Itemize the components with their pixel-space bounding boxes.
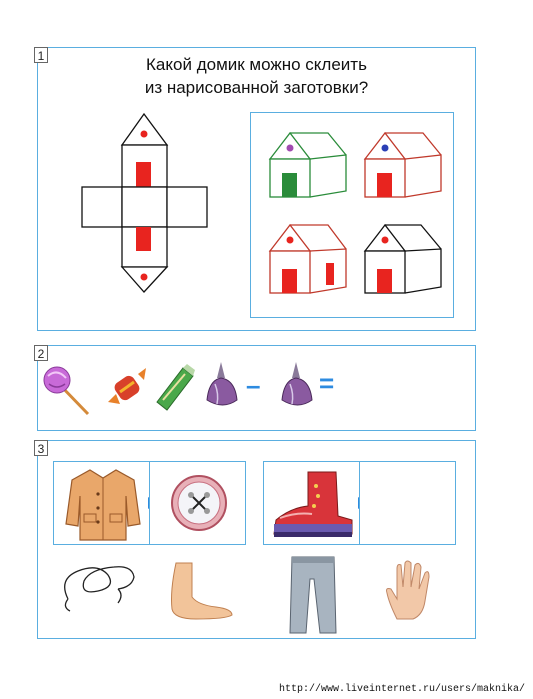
question-line-2: из нарисованной заготовки?: [144, 78, 369, 97]
equals-sign: =: [319, 368, 335, 398]
lollipop-icon: [43, 364, 93, 419]
house-options-frame: [250, 112, 454, 318]
house-option-a[interactable]: [268, 131, 348, 201]
chocolate-candy-icon: [278, 360, 316, 412]
task-2-panel: [37, 345, 476, 431]
chocolate-candy-icon: [203, 360, 241, 412]
house-option-b[interactable]: [363, 131, 443, 201]
footer-url[interactable]: http://www.liveinternet.ru/users/maknika/: [278, 684, 525, 695]
button-icon: [170, 471, 228, 535]
house-option-d[interactable]: [363, 223, 443, 298]
trousers-icon[interactable]: [288, 555, 338, 635]
task-number: 1: [34, 47, 48, 63]
task-number: 2: [34, 345, 48, 361]
button-box: [149, 461, 246, 545]
coat-icon: [64, 466, 142, 542]
task-3-panel: [37, 440, 476, 639]
minus-sign: –: [246, 370, 261, 400]
foot-icon[interactable]: [166, 561, 236, 621]
hand-icon[interactable]: [383, 559, 438, 621]
boot-icon: [270, 468, 356, 540]
house-option-c[interactable]: [268, 223, 348, 298]
question-line-1: Какой домик можно склеить: [146, 55, 367, 74]
wrapped-candy-icon: [106, 366, 151, 411]
task-number: 3: [34, 440, 48, 456]
boot-box: [263, 461, 360, 545]
answer-box[interactable]: [359, 461, 456, 545]
coat-box: [53, 461, 150, 545]
shoelace-icon[interactable]: [58, 559, 138, 614]
green-candy-icon: [153, 364, 198, 412]
task-1-panel: [37, 47, 476, 331]
house-net-drawing: [82, 112, 212, 297]
